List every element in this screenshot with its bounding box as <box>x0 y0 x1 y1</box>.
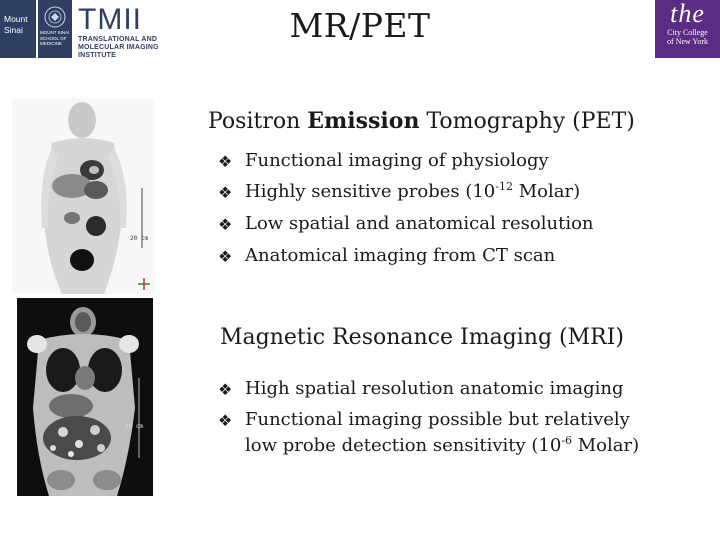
mri-bullet-2-continuation-before: low probe detection sensitivity (10 <box>245 435 562 456</box>
ccny-line-1: City College <box>667 28 708 37</box>
bullet-diamond-icon: ❖ <box>218 247 233 266</box>
tmii-logo-title: TMII <box>78 3 142 36</box>
pet-section-heading <box>208 108 635 134</box>
pet-heading-prefix: Positron <box>208 109 308 134</box>
pet-bullet-2-exponent: -12 <box>495 180 513 193</box>
mri-bullet-2-text: Functional imaging possible but relatively <box>245 409 630 430</box>
mri-section-heading: Magnetic Resonance Imaging (MRI) <box>220 325 624 350</box>
mri-scale-label: 20 cm <box>125 423 144 430</box>
pet-body-figure <box>12 98 154 294</box>
ccny-logo-the: the <box>670 0 705 28</box>
mri-bullet-2-continuation-text <box>245 435 639 456</box>
pet-bullet-1-text: Functional imaging of physiology <box>245 150 549 171</box>
pet-bullet-2-text <box>245 181 580 202</box>
mount-sinai-logo-text: Mount Sinai <box>4 14 28 35</box>
tmii-line-1: TRANSLATIONAL AND <box>78 36 158 43</box>
school-line-2: SCHOOL OF <box>40 35 67 41</box>
mri-bullet-1-text: High spatial resolution anatomic imaging <box>245 378 624 399</box>
pet-bullet-3-text: Low spatial and anatomical resolution <box>245 213 594 234</box>
tmii-line-3: INSTITUTE <box>78 52 116 59</box>
pet-scale-label: 20 cm <box>130 235 149 242</box>
bullet-diamond-icon: ❖ <box>218 152 233 171</box>
school-line-1: MOUNT SINAI <box>40 30 70 35</box>
tmii-line-2: MOLECULAR IMAGING <box>78 44 159 51</box>
bullet-diamond-icon: ❖ <box>218 215 233 234</box>
pet-heading-suffix: Tomography (PET) <box>419 109 635 134</box>
pet-bullet-2-before: Highly sensitive probes (10 <box>245 181 496 202</box>
slide-title: MR/PET <box>289 6 431 45</box>
school-line-3: MEDICINE <box>40 41 63 46</box>
bullet-diamond-icon: ❖ <box>218 183 233 202</box>
mri-scan-image <box>17 298 153 496</box>
bullet-diamond-icon: ❖ <box>218 380 233 399</box>
bullet-diamond-icon: ❖ <box>218 411 233 430</box>
pet-scan-image <box>12 98 154 294</box>
mri-bullet-2-exponent: -6 <box>561 434 573 447</box>
mri-bullet-2-continuation-after: Molar) <box>572 435 640 456</box>
mri-body-figure <box>17 298 153 496</box>
pet-bullet-2-after: Molar) <box>512 181 581 202</box>
pet-heading-bold: Emission <box>307 108 420 134</box>
ccny-line-2: of New York <box>666 37 709 46</box>
pet-bullet-4-text: Anatomical imaging from CT scan <box>245 245 556 266</box>
